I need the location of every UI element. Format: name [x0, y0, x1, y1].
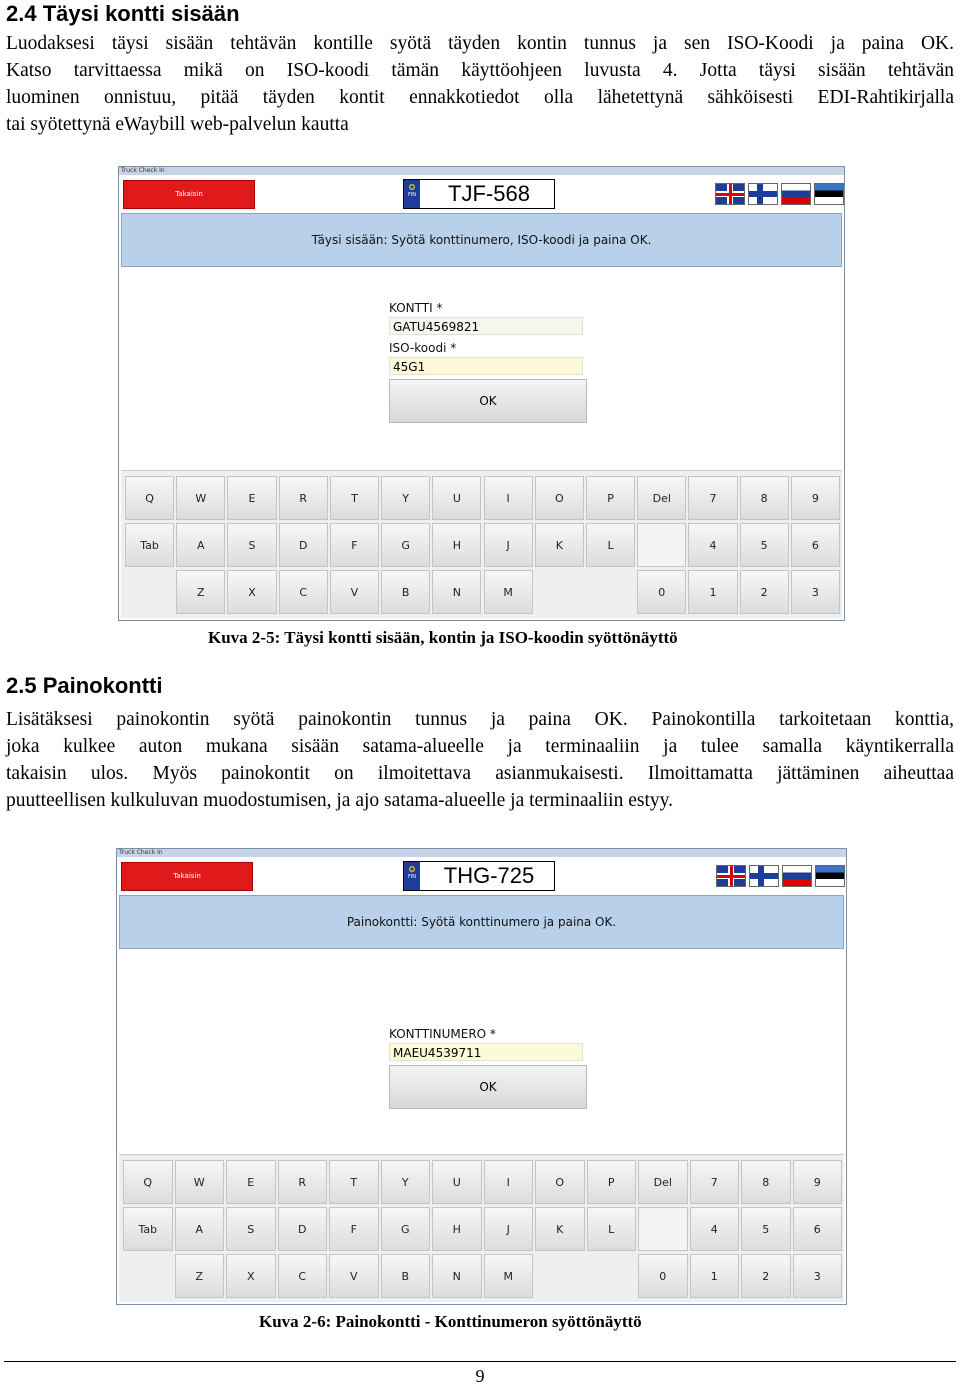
keyboard-key-e[interactable]: E: [227, 476, 276, 520]
keyboard-key-4[interactable]: 4: [690, 1207, 740, 1251]
iso-code-input[interactable]: 45G1: [389, 357, 583, 375]
screenshot-weight-container: [116, 848, 847, 1305]
window-title: Truck Check In: [117, 849, 846, 857]
keyboard-key-c[interactable]: C: [279, 570, 328, 614]
keyboard-key-a[interactable]: A: [176, 523, 225, 567]
keyboard-key-c[interactable]: C: [278, 1254, 328, 1298]
paragraph-line: luominen onnistuu, pitää täyden kontit ennakkotiedot olla lähetettynä sähköisesti EDI-Rahtikirjalla: [6, 87, 954, 108]
keyboard-key-v[interactable]: V: [330, 570, 379, 614]
keyboard-key-7[interactable]: 7: [688, 476, 737, 520]
keyboard-key-w[interactable]: W: [175, 1160, 225, 1204]
paragraph-line: Katso tarvittaessa mikä on ISO-koodi tämän käyttöohjeen luvusta 4. Jotta täysi sisään tehtävän: [6, 60, 954, 81]
estonia-flag-icon[interactable]: [814, 183, 844, 205]
top-bar: [117, 857, 846, 893]
keyboard-key-k[interactable]: K: [535, 1207, 585, 1251]
keyboard-key-l[interactable]: L: [587, 1207, 637, 1251]
eu-flag-icon: ✪ FIN: [404, 862, 420, 890]
keyboard-key-0[interactable]: 0: [638, 1254, 688, 1298]
figure-caption-2-6: Kuva 2-6: Painokontti - Konttinumeron syöttönäyttö: [259, 1312, 642, 1331]
keyboard-key-l[interactable]: L: [586, 523, 635, 567]
instruction-banner: Täysi sisään: Syötä konttinumero, ISO-koodi ja paina OK.: [121, 213, 842, 267]
keyboard-key-o[interactable]: O: [535, 476, 584, 520]
keyboard-key-5[interactable]: 5: [740, 523, 789, 567]
keyboard-key-h[interactable]: H: [432, 523, 481, 567]
page-number: 9: [475, 1366, 485, 1386]
footer-rule: [4, 1361, 956, 1362]
container-number-label: KONTTINUMERO *: [389, 1027, 496, 1041]
keyboard-key-y[interactable]: Y: [381, 476, 430, 520]
section-heading-2-5: 2.5 Painokontti: [6, 673, 163, 698]
keyboard-key-k[interactable]: K: [535, 523, 584, 567]
keyboard-key-f[interactable]: F: [330, 523, 379, 567]
on-screen-keyboard: [119, 1154, 844, 1302]
keyboard-blank-key: [638, 1207, 688, 1251]
paragraph-line: Luodaksesi täysi sisään tehtävän kontille syötä täyden kontin tunnus ja sen ISO-Koodi ja paina OK.: [6, 33, 954, 54]
keyboard-key-n[interactable]: N: [432, 1254, 482, 1298]
keyboard-key-1[interactable]: 1: [690, 1254, 740, 1298]
paragraph-line: joka kulkee auton mukana sisään satama-alueelle ja terminaaliin ja tulee samalla käyntikerralla: [6, 736, 954, 757]
keyboard-key-z[interactable]: Z: [175, 1254, 225, 1298]
keyboard-key-i[interactable]: I: [484, 1160, 534, 1204]
keyboard-key-del[interactable]: Del: [638, 1160, 688, 1204]
keyboard-key-0[interactable]: 0: [637, 570, 686, 614]
keyboard-key-9[interactable]: 9: [793, 1160, 843, 1204]
finland-flag-icon[interactable]: [748, 183, 778, 205]
section-heading-2-4: 2.4 Täysi kontti sisään: [6, 1, 240, 26]
container-input[interactable]: GATU4569821: [389, 317, 583, 335]
keyboard-key-9[interactable]: 9: [791, 476, 840, 520]
plate-number: THG-725: [443, 863, 535, 888]
keyboard-key-q[interactable]: Q: [125, 476, 174, 520]
keyboard-key-6[interactable]: 6: [793, 1207, 843, 1251]
back-button[interactable]: Takaisin: [121, 862, 253, 891]
keyboard-key-d[interactable]: D: [278, 1207, 328, 1251]
keyboard-key-1[interactable]: 1: [688, 570, 737, 614]
keyboard-key-6[interactable]: 6: [791, 523, 840, 567]
keyboard-key-f[interactable]: F: [329, 1207, 379, 1251]
keyboard-key-3[interactable]: 3: [791, 570, 840, 614]
plate-number: TJF-568: [448, 181, 530, 206]
uk-flag-icon[interactable]: [716, 865, 746, 887]
keyboard-key-d[interactable]: D: [279, 523, 328, 567]
keyboard-key-r[interactable]: R: [278, 1160, 328, 1204]
keyboard-key-j[interactable]: J: [484, 523, 533, 567]
keyboard-key-u[interactable]: U: [432, 1160, 482, 1204]
ok-button[interactable]: OK: [389, 379, 587, 423]
keyboard-key-m[interactable]: M: [484, 570, 533, 614]
keyboard-key-p[interactable]: P: [586, 476, 635, 520]
keyboard-key-tab[interactable]: Tab: [125, 523, 174, 567]
keyboard-key-w[interactable]: W: [176, 476, 225, 520]
keyboard-key-g[interactable]: G: [381, 1207, 431, 1251]
keyboard-key-b[interactable]: B: [381, 570, 430, 614]
back-button[interactable]: Takaisin: [123, 180, 255, 209]
keyboard-key-t[interactable]: T: [330, 476, 379, 520]
keyboard-key-a[interactable]: A: [175, 1207, 225, 1251]
keyboard-key-2[interactable]: 2: [741, 1254, 791, 1298]
keyboard-key-p[interactable]: P: [587, 1160, 637, 1204]
keyboard-key-v[interactable]: V: [329, 1254, 379, 1298]
russia-flag-icon[interactable]: [781, 183, 811, 205]
iso-code-label: ISO-koodi *: [389, 341, 457, 355]
keyboard-key-x[interactable]: X: [227, 570, 276, 614]
keyboard-key-m[interactable]: M: [484, 1254, 534, 1298]
keyboard-key-i[interactable]: I: [484, 476, 533, 520]
paragraph-line: puutteellisen kulkuluvan muodostumisen, ja ajo satama-alueelle ja terminaaliin estyy.: [6, 790, 673, 811]
container-form: [389, 299, 587, 423]
keyboard-key-y[interactable]: Y: [381, 1160, 431, 1204]
keyboard-key-2[interactable]: 2: [740, 570, 789, 614]
keyboard-key-x[interactable]: X: [226, 1254, 276, 1298]
keyboard-key-n[interactable]: N: [432, 570, 481, 614]
on-screen-keyboard: [121, 470, 842, 618]
container-number-input[interactable]: MAEU4539711: [389, 1043, 583, 1061]
paragraph-line: takaisin ulos. Myös painokontit on ilmoitettava asianmukaisesti. Ilmoittamatta jättäminen aiheuttaa: [6, 763, 954, 784]
keyboard-key-4[interactable]: 4: [688, 523, 737, 567]
keyboard-key-r[interactable]: R: [279, 476, 328, 520]
keyboard-key-g[interactable]: G: [381, 523, 430, 567]
license-plate: [403, 179, 555, 209]
keyboard-key-s[interactable]: S: [227, 523, 276, 567]
keyboard-key-j[interactable]: J: [484, 1207, 534, 1251]
keyboard-key-h[interactable]: H: [432, 1207, 482, 1251]
figure-caption-2-5: Kuva 2-5: Täysi kontti sisään, kontin ja ISO-koodin syöttönäyttö: [208, 628, 678, 647]
section-2-4-paragraph: [6, 30, 954, 138]
keyboard-key-tab[interactable]: Tab: [123, 1207, 173, 1251]
top-bar: [119, 175, 844, 211]
estonia-flag-icon[interactable]: [815, 865, 845, 887]
window-title: Truck Check In: [119, 167, 844, 175]
eu-flag-icon: ✪ FIN: [404, 180, 420, 208]
keyboard-key-q[interactable]: Q: [123, 1160, 173, 1204]
screenshot-full-container-in: [118, 166, 845, 621]
keyboard-key-e[interactable]: E: [226, 1160, 276, 1204]
keyboard-key-o[interactable]: O: [535, 1160, 585, 1204]
keyboard-key-t[interactable]: T: [329, 1160, 379, 1204]
keyboard-blank-key: [637, 523, 686, 567]
russia-flag-icon[interactable]: [782, 865, 812, 887]
container-number-form: [389, 1025, 587, 1109]
container-label: KONTTI *: [389, 301, 443, 315]
finland-flag-icon[interactable]: [749, 865, 779, 887]
keyboard-key-8[interactable]: 8: [740, 476, 789, 520]
paragraph-line: Lisätäksesi painokontin syötä painokontin tunnus ja paina OK. Painokontilla tarkoitetaan konttia,: [6, 709, 954, 730]
language-flags: [716, 865, 845, 887]
keyboard-key-8[interactable]: 8: [741, 1160, 791, 1204]
keyboard-key-u[interactable]: U: [432, 476, 481, 520]
keyboard-key-z[interactable]: Z: [176, 570, 225, 614]
keyboard-key-5[interactable]: 5: [741, 1207, 791, 1251]
keyboard-key-s[interactable]: S: [226, 1207, 276, 1251]
language-flags: [715, 183, 844, 205]
keyboard-key-b[interactable]: B: [381, 1254, 431, 1298]
ok-button[interactable]: OK: [389, 1065, 587, 1109]
paragraph-line: tai syötettynä eWaybill web-palvelun kautta: [6, 114, 349, 135]
uk-flag-icon[interactable]: [715, 183, 745, 205]
keyboard-key-7[interactable]: 7: [690, 1160, 740, 1204]
keyboard-key-3[interactable]: 3: [793, 1254, 843, 1298]
section-2-5-paragraph: [6, 706, 954, 814]
license-plate: [403, 861, 555, 891]
keyboard-key-del[interactable]: Del: [637, 476, 686, 520]
instruction-banner: Painokontti: Syötä konttinumero ja paina OK.: [119, 895, 844, 949]
